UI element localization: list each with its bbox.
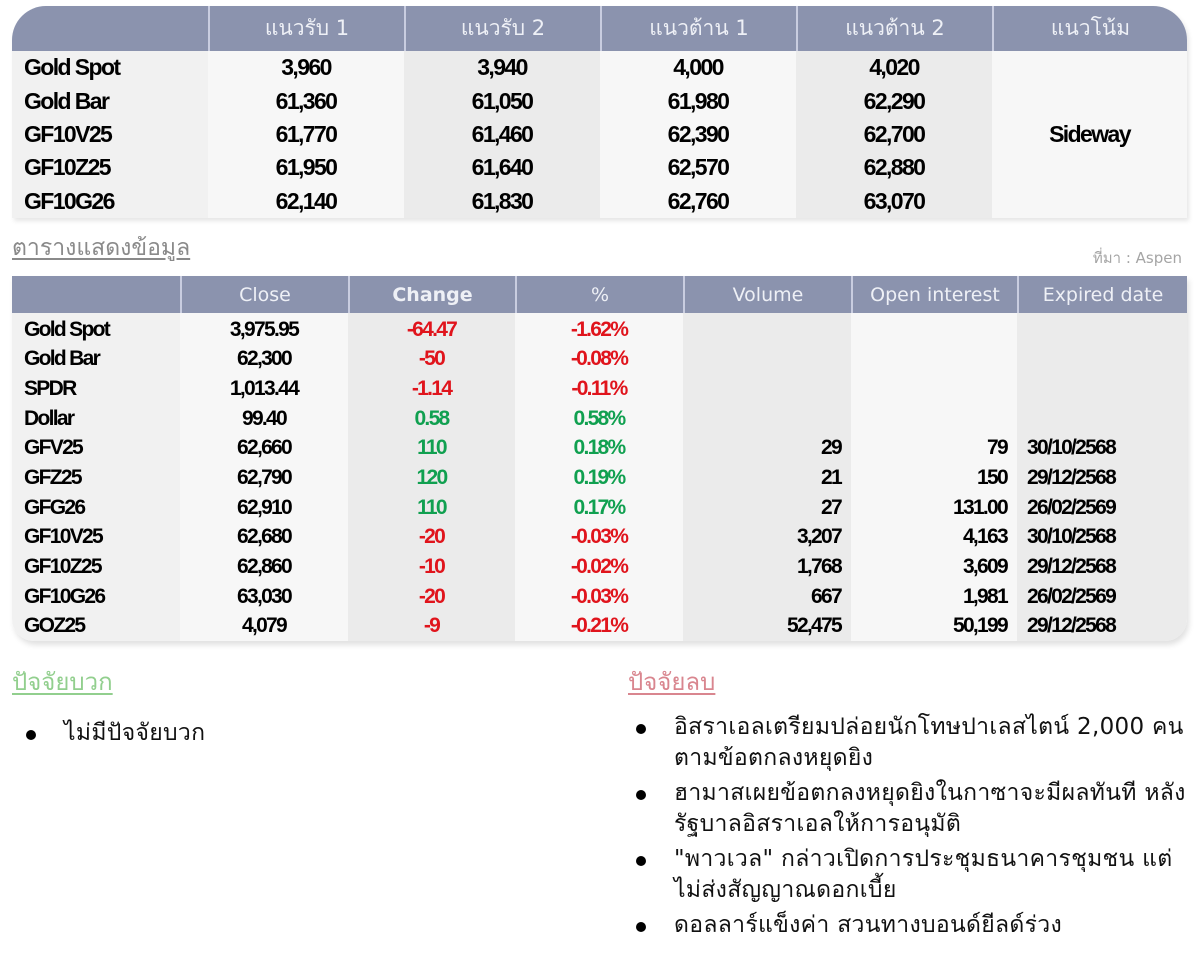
volume-value bbox=[683, 315, 851, 345]
factor-item bbox=[634, 844, 1194, 906]
support-1-value: 3,960 bbox=[281, 54, 331, 81]
instrument-name: Gold Bar bbox=[24, 347, 100, 371]
percent-value: -0.21% bbox=[570, 614, 628, 638]
expired-date-value: 29/12/2568 bbox=[1027, 554, 1116, 578]
close-value: 62,680 bbox=[236, 525, 292, 549]
expired-date-value: 26/02/2569 bbox=[1027, 584, 1116, 608]
resistance-1-value: 61,980 bbox=[667, 87, 729, 114]
percent-value: -0.03% bbox=[570, 584, 628, 608]
percent-value: -0.08% bbox=[570, 347, 628, 371]
instrument-name: Dollar bbox=[24, 406, 74, 430]
data-source: ที่มา : Aspen bbox=[1092, 249, 1182, 267]
header-resistance-2: แนวต้าน 2 bbox=[796, 6, 992, 51]
negative-factors-list bbox=[634, 712, 1194, 945]
change-value: -20 bbox=[418, 525, 445, 549]
open-interest-value: 79 bbox=[987, 436, 1007, 460]
resistance-2-value: 63,070 bbox=[863, 187, 925, 214]
open-interest-value bbox=[851, 345, 1017, 375]
resistance-2-value: 4,020 bbox=[869, 54, 919, 81]
header-volume: Volume bbox=[683, 276, 851, 313]
factor-text: ดอลลาร์แข็งค่า สวนทางบอนด์ยีลด์ร่วง bbox=[674, 912, 1063, 938]
expired-date-value: 30/10/2568 bbox=[1027, 525, 1116, 549]
change-value: 110 bbox=[417, 436, 446, 460]
column-change bbox=[348, 313, 515, 641]
positive-factors-title: ปัจจัยบวก bbox=[12, 668, 113, 696]
expired-date-value: 26/02/2569 bbox=[1027, 495, 1116, 519]
column-volume bbox=[683, 313, 851, 641]
percent-value: -1.62% bbox=[570, 317, 628, 341]
negative-factors-title: ปัจจัยลบ bbox=[628, 668, 716, 696]
expired-date-value: 29/12/2568 bbox=[1027, 614, 1116, 638]
change-value: -64.47 bbox=[406, 317, 457, 341]
close-value: 3,975.95 bbox=[229, 317, 299, 341]
percent-value: 0.17% bbox=[573, 495, 625, 519]
bullet-icon bbox=[636, 790, 646, 800]
instrument-name: GFG26 bbox=[24, 495, 85, 519]
volume-value: 21 bbox=[821, 466, 841, 490]
bullet-icon bbox=[636, 724, 646, 734]
factor-text: "พาวเวล" กล่าวเปิดการประชุมธนาคารชุมชน แต่ไม่ส่งสัญญาณดอกเบี้ย bbox=[674, 846, 1173, 903]
factor-text: ไม่มีปัจจัยบวก bbox=[64, 720, 206, 746]
instrument-name: GF10G26 bbox=[24, 584, 105, 608]
instrument-name: GF10G26 bbox=[24, 187, 114, 214]
volume-value: 667 bbox=[811, 584, 841, 608]
volume-value bbox=[683, 374, 851, 404]
volume-value: 29 bbox=[821, 436, 841, 460]
open-interest-value bbox=[851, 404, 1017, 434]
levels-table-body bbox=[12, 51, 1187, 218]
close-value: 62,790 bbox=[236, 466, 292, 490]
volume-value bbox=[683, 404, 851, 434]
header-change: Change bbox=[348, 276, 515, 313]
support-2-value: 61,050 bbox=[471, 87, 533, 114]
percent-value: -0.03% bbox=[570, 525, 628, 549]
close-value: 4,079 bbox=[241, 614, 287, 638]
open-interest-value: 150 bbox=[977, 466, 1007, 490]
factor-item bbox=[24, 718, 584, 749]
percent-value: -0.11% bbox=[571, 377, 627, 401]
open-interest-value bbox=[851, 374, 1017, 404]
header-percent: % bbox=[515, 276, 683, 313]
column-instrument bbox=[12, 313, 180, 641]
header-expired-date: Expired date bbox=[1017, 276, 1187, 313]
positive-factors-list bbox=[24, 718, 584, 753]
resistance-1-value: 62,570 bbox=[667, 154, 729, 181]
header-instrument bbox=[12, 276, 180, 313]
support-1-value: 61,360 bbox=[275, 87, 337, 114]
resistance-1-value: 4,000 bbox=[673, 54, 723, 81]
support-2-value: 61,640 bbox=[471, 154, 533, 181]
data-table-title: ตารางแสดงข้อมูล bbox=[12, 235, 191, 261]
instrument-name: Gold Bar bbox=[24, 87, 109, 114]
close-value: 63,030 bbox=[236, 584, 292, 608]
close-value: 62,300 bbox=[236, 347, 292, 371]
close-value: 62,860 bbox=[236, 554, 292, 578]
volume-value: 27 bbox=[821, 495, 841, 519]
factor-item bbox=[634, 910, 1194, 941]
column-resistance-2 bbox=[796, 51, 992, 218]
instrument-name: GOZ25 bbox=[24, 614, 85, 638]
support-1-value: 62,140 bbox=[275, 187, 337, 214]
volume-value bbox=[683, 345, 851, 375]
expired-date-value bbox=[1017, 345, 1187, 375]
expired-date-value bbox=[1017, 404, 1187, 434]
resistance-2-value: 62,880 bbox=[863, 154, 925, 181]
bullet-icon bbox=[26, 730, 36, 740]
instrument-name: SPDR bbox=[24, 377, 76, 401]
factor-text: อิสราเอลเตรียมปล่อยนักโทษปาเลสไตน์ 2,000 คนตามข้อตกลงหยุดยิง bbox=[674, 714, 1184, 771]
resistance-2-value: 62,700 bbox=[863, 120, 925, 147]
expired-date-value: 30/10/2568 bbox=[1027, 436, 1116, 460]
percent-value: -0.02% bbox=[570, 554, 628, 578]
instrument-name: GFZ25 bbox=[24, 466, 81, 490]
factor-text: ฮามาสเผยข้อตกลงหยุดยิงในกาซาจะมีผลทันที หลังรัฐบาลอิสราเอลให้การอนุมัติ bbox=[674, 780, 1186, 837]
volume-value: 1,768 bbox=[796, 554, 841, 578]
change-value: -50 bbox=[418, 347, 445, 371]
support-2-value: 61,830 bbox=[471, 187, 533, 214]
expired-date-value bbox=[1017, 374, 1187, 404]
percent-value: 0.58% bbox=[573, 406, 625, 430]
column-close bbox=[180, 313, 348, 641]
instrument-name: Gold Spot bbox=[24, 54, 120, 81]
instrument-name: GFV25 bbox=[24, 436, 83, 460]
resistance-2-value: 62,290 bbox=[863, 87, 925, 114]
open-interest-value: 1,981 bbox=[962, 584, 1007, 608]
bullet-icon bbox=[636, 922, 646, 932]
support-1-value: 61,950 bbox=[275, 154, 337, 181]
change-value: 120 bbox=[416, 466, 447, 490]
change-value: -9 bbox=[423, 614, 440, 638]
open-interest-value: 131.00 bbox=[952, 495, 1007, 519]
market-table-body bbox=[12, 313, 1187, 641]
expired-date-value bbox=[1017, 315, 1187, 345]
header-resistance-1: แนวต้าน 1 bbox=[600, 6, 796, 51]
header-support-1: แนวรับ 1 bbox=[208, 6, 404, 51]
levels-table-header bbox=[12, 6, 1187, 51]
close-value: 1,013.44 bbox=[229, 377, 299, 401]
support-2-value: 61,460 bbox=[471, 120, 533, 147]
header-close: Close bbox=[180, 276, 348, 313]
close-value: 99.40 bbox=[241, 406, 287, 430]
factor-item bbox=[634, 778, 1194, 840]
open-interest-value: 50,199 bbox=[952, 614, 1007, 638]
percent-value: 0.19% bbox=[573, 466, 625, 490]
open-interest-value: 3,609 bbox=[962, 554, 1007, 578]
market-table-header bbox=[12, 276, 1187, 313]
trend-value: Sideway bbox=[992, 51, 1187, 218]
resistance-1-value: 62,390 bbox=[667, 120, 729, 147]
change-value: 110 bbox=[417, 495, 446, 519]
instrument-name: GF10V25 bbox=[24, 120, 112, 147]
column-support-2 bbox=[404, 51, 600, 218]
header-trend: แนวโน้ม bbox=[992, 6, 1187, 51]
open-interest-value bbox=[851, 315, 1017, 345]
support-2-value: 3,940 bbox=[477, 54, 527, 81]
column-instrument bbox=[12, 51, 208, 218]
market-data-table bbox=[12, 276, 1187, 641]
header-open-interest: Open interest bbox=[851, 276, 1017, 313]
close-value: 62,660 bbox=[236, 436, 292, 460]
column-support-1 bbox=[208, 51, 404, 218]
expired-date-value: 29/12/2568 bbox=[1027, 466, 1116, 490]
factor-item bbox=[634, 712, 1194, 774]
support-1-value: 61,770 bbox=[275, 120, 337, 147]
instrument-name: GF10Z25 bbox=[24, 554, 101, 578]
volume-value: 52,475 bbox=[786, 614, 841, 638]
column-resistance-1 bbox=[600, 51, 796, 218]
instrument-name: GF10Z25 bbox=[24, 154, 110, 181]
open-interest-value: 4,163 bbox=[962, 525, 1007, 549]
instrument-name: Gold Spot bbox=[24, 317, 110, 341]
percent-value: 0.18% bbox=[573, 436, 625, 460]
column-open-interest bbox=[851, 313, 1017, 641]
bullet-icon bbox=[636, 856, 646, 866]
header-instrument bbox=[12, 6, 208, 51]
header-support-2: แนวรับ 2 bbox=[404, 6, 600, 51]
change-value: -1.14 bbox=[411, 377, 452, 401]
instrument-name: GF10V25 bbox=[24, 525, 102, 549]
close-value: 62,910 bbox=[236, 495, 292, 519]
volume-value: 3,207 bbox=[796, 525, 841, 549]
change-value: -10 bbox=[418, 554, 445, 578]
column-expired-date bbox=[1017, 313, 1187, 641]
resistance-1-value: 62,760 bbox=[667, 187, 729, 214]
change-value: 0.58 bbox=[414, 406, 449, 430]
column-percent bbox=[515, 313, 683, 641]
levels-table bbox=[12, 6, 1187, 218]
change-value: -20 bbox=[418, 584, 445, 608]
